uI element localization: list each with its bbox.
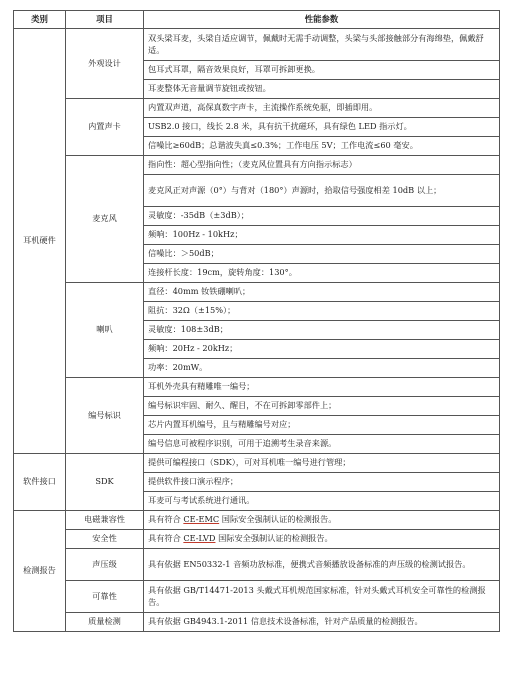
table-row xyxy=(14,581,500,613)
safety-text-post: 国际安全强制认证的检测报告。 xyxy=(215,533,333,544)
spec-cell: 连接杆长度：19cm，旋转角度：130°。 xyxy=(144,264,500,283)
spec-cell: 内置双声道，高保真数字声卡，主流操作系统免驱，即插即用。 xyxy=(144,99,500,118)
item-appearance: 外观设计 xyxy=(66,29,144,99)
safety-text-pre: 具有符合 xyxy=(148,533,184,544)
emc-text-pre: 具有符合 xyxy=(148,514,184,525)
header-performance: 性能参数 xyxy=(144,11,500,29)
spec-cell: 提供软件接口演示程序； xyxy=(144,473,500,492)
spec-cell: 具有依据 GB/T14471-2013 头戴式耳机规范国家标准，针对头戴式耳机安全可靠性的检测报告。 xyxy=(144,581,500,613)
spec-cell: 双头梁耳麦，头梁自适应调节，佩戴时无需手动调整，头梁与头部接触部分有海绵垫，佩戴舒适。 xyxy=(144,29,500,61)
spec-cell: 信噪比：＞50dB； xyxy=(144,245,500,264)
table-row xyxy=(14,29,500,61)
spec-cell: 编号信息可被程序识别，可用于追溯考生录音来源。 xyxy=(144,435,500,454)
spec-cell: 频响：100Hz - 10kHz； xyxy=(144,226,500,245)
spec-cell: 灵敏度：-35dB（±3dB）； xyxy=(144,207,500,226)
table-row xyxy=(14,511,500,530)
spec-cell: 编号标识牢固、耐久、醒目，不在可拆卸零部件上； xyxy=(144,397,500,416)
spec-cell: 麦克风正对声源（0°）与背对（180°）声源时，拾取信号强度相差 10dB 以上； xyxy=(144,175,500,207)
spec-cell: 耳机外壳具有精雕唯一编号； xyxy=(144,378,500,397)
item-reliability: 可靠性 xyxy=(66,581,144,613)
table-row xyxy=(14,99,500,118)
spec-cell: 信噪比≥60dB；总谐波失真≤0.3%；工作电压 5V；工作电流≤60 毫安。 xyxy=(144,137,500,156)
spec-cell xyxy=(144,530,500,549)
category-software: 软件接口 xyxy=(14,454,66,511)
item-safety: 安全性 xyxy=(66,530,144,549)
spec-cell: USB2.0 接口，线长 2.8 米，具有抗干扰磁环，具有绿色 LED 指示灯。 xyxy=(144,118,500,137)
spec-cell: 指向性：超心型指向性；（麦克风位置具有方向指示标志） xyxy=(144,156,500,175)
spec-cell xyxy=(144,511,500,530)
spec-cell: 具有依据 GB4943.1-2011 信息技术设备标准，针对产品质量的检测报告。 xyxy=(144,613,500,632)
spec-cell: 直径：40mm 钕铁硼喇叭； xyxy=(144,283,500,302)
item-soundcard: 内置声卡 xyxy=(66,99,144,156)
item-sdk: SDK xyxy=(66,454,144,511)
table-row xyxy=(14,613,500,632)
item-emc: 电磁兼容性 xyxy=(66,511,144,530)
spec-table xyxy=(13,10,500,632)
table-row xyxy=(14,530,500,549)
header-row xyxy=(14,11,500,29)
item-microphone: 麦克风 xyxy=(66,156,144,283)
spec-cell: 阻抗：32Ω（±15%）； xyxy=(144,302,500,321)
spec-cell: 功率：20mW。 xyxy=(144,359,500,378)
spec-cell: 提供可编程接口（SDK），可对耳机唯一编号进行管理； xyxy=(144,454,500,473)
spec-cell: 频响：20Hz - 20kHz； xyxy=(144,340,500,359)
spec-cell: 芯片内置耳机编号，且与精雕编号对应； xyxy=(144,416,500,435)
spec-cell: 耳麦可与考试系统进行通讯。 xyxy=(144,492,500,511)
emc-mark: CE-EMC xyxy=(183,514,220,525)
category-hardware: 耳机硬件 xyxy=(14,29,66,454)
table-row xyxy=(14,454,500,473)
header-item: 项目 xyxy=(66,11,144,29)
emc-text-post: 国际安全强制认证的检测报告。 xyxy=(219,514,337,525)
table-row xyxy=(14,156,500,175)
category-testing: 检测报告 xyxy=(14,511,66,632)
table-row xyxy=(14,283,500,302)
table-row xyxy=(14,549,500,581)
header-category: 类别 xyxy=(14,11,66,29)
item-sound-pressure: 声压级 xyxy=(66,549,144,581)
table-row xyxy=(14,378,500,397)
item-id-mark: 编号标识 xyxy=(66,378,144,454)
spec-cell: 具有依据 EN50332-1 音频功放标准，便携式音频播放设备标准的声压级的检测试报告。 xyxy=(144,549,500,581)
spec-cell: 包耳式耳罩，隔音效果良好，耳罩可拆卸更换。 xyxy=(144,61,500,80)
item-quality: 质量检测 xyxy=(66,613,144,632)
safety-mark: CE-LVD xyxy=(183,533,216,544)
spec-cell: 灵敏度：108±3dB； xyxy=(144,321,500,340)
spec-cell: 耳麦整体无音量调节旋钮或按钮。 xyxy=(144,80,500,99)
item-speaker: 喇叭 xyxy=(66,283,144,378)
